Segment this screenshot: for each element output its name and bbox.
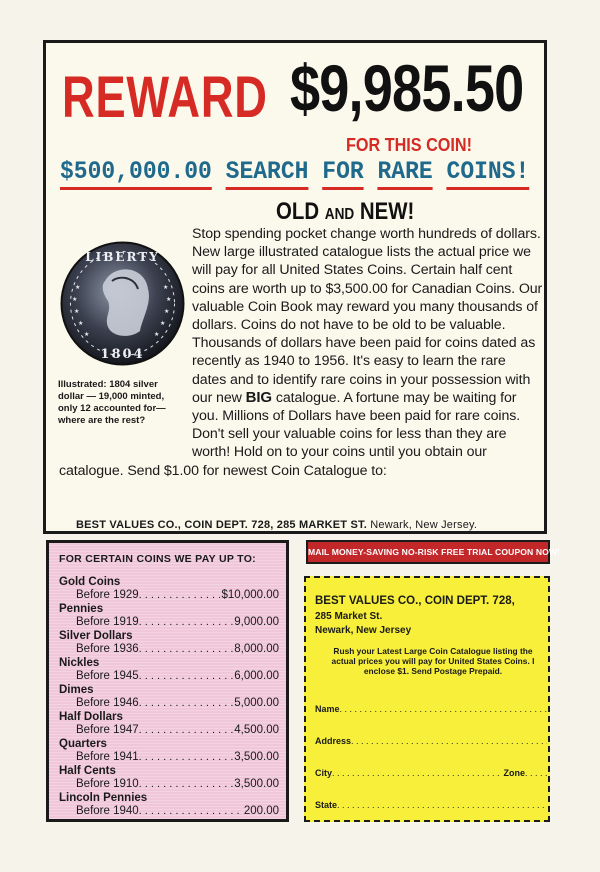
price-amount: 200.00	[243, 805, 279, 817]
search-word: RARE	[378, 157, 433, 190]
price-amount: 6,000.00	[234, 670, 279, 682]
coin-category: Dimes	[59, 684, 94, 696]
search-word: $500,000.00	[60, 157, 212, 190]
svg-text:★: ★	[154, 331, 160, 338]
coin-category: Half Dollars	[59, 711, 123, 723]
coin-category: Nickles	[59, 657, 100, 669]
order-coupon[interactable]	[304, 576, 550, 822]
price-row	[59, 684, 279, 711]
coupon-street: 285 Market St.	[315, 611, 383, 622]
coin-year-text: 1804	[100, 347, 145, 362]
coin-category: Lincoln Pennies	[59, 792, 148, 804]
price-row	[59, 576, 279, 603]
date-label: Before 1946	[76, 697, 139, 709]
price-row	[59, 765, 279, 792]
reward-headline: REWARD	[62, 65, 268, 130]
svg-text:★: ★	[78, 320, 84, 327]
price-amount: 3,500.00	[234, 751, 279, 763]
date-label: Before 1941	[76, 751, 139, 763]
silver-dollar-coin-image	[60, 241, 185, 366]
date-label: Before 1910	[76, 778, 139, 790]
ad-body-text: Stop spending pocket change worth hundreds of dollars. New large illustrated catalogue lists the actual price we will pay for all United States Coins. Certain half cent coins are worth up to $3,500.00 for Canadian Coins. Our valuable Coin Book may reward you many thousands of dollars. Coins do not have to be old to be valuable. Thousands of dollars have been paid for coins dated as recently as 1940 to 1956. It's easy to learn the rare dates and to identify rare coins in your possession with our new BIG catalogue. A fortune may be waiting for you. Millions of Dollars have been paid for rare coins. Don't sell your valuable coins for less than they are worth! Hold on to your coins until you obtain our catalogue. Send $1.00 for newest Coin Catalogue to:	[59, 226, 543, 479]
date-label: Before 1945	[76, 670, 139, 682]
search-word: SEARCH	[226, 157, 309, 190]
date-label: Before 1940	[76, 805, 139, 817]
svg-text:★: ★	[160, 320, 166, 327]
price-row	[59, 657, 279, 684]
big-word: BIG	[245, 388, 272, 406]
svg-text:★: ★	[72, 296, 78, 303]
svg-text:★: ★	[74, 308, 80, 315]
address-field[interactable]: Address . . .	[315, 736, 547, 746]
price-amount: 3,500.00	[234, 778, 279, 790]
coin-caption: Illustrated: 1804 silver dollar — 19,000 minted, only 12 accounted for— where are the rest?	[58, 379, 166, 426]
coin-category: Quarters	[59, 738, 107, 750]
old-and-new-heading: OLD AND NEW!	[276, 198, 415, 225]
price-row	[59, 738, 279, 765]
for-this-coin-text: FOR THIS COIN!	[346, 135, 472, 155]
price-row	[59, 603, 279, 630]
search-word: FOR	[322, 157, 363, 190]
svg-text:★: ★	[84, 331, 90, 338]
name-field[interactable]: Name . . .	[315, 704, 547, 714]
coupon-banner: MAIL MONEY-SAVING NO-RISK FREE TRIAL COUPON NOW!	[306, 540, 550, 564]
coin-liberty-text: LIBERTY	[85, 250, 160, 264]
price-amount: 8,000.00	[234, 643, 279, 655]
date-label: Before 1947	[76, 724, 139, 736]
zone-label: Zone	[503, 768, 525, 778]
svg-text:★: ★	[164, 308, 170, 315]
coupon-city: Newark, New Jersey	[315, 625, 412, 636]
price-table-title: FOR CERTAIN COINS WE PAY UP TO:	[59, 553, 256, 565]
date-label: Before 1919	[76, 616, 139, 628]
coupon-company: BEST VALUES CO., COIN DEPT. 728,	[315, 595, 515, 607]
search-headline	[60, 157, 529, 186]
date-label: Before 1936	[76, 643, 139, 655]
price-amount: 5,000.00	[234, 697, 279, 709]
price-amount: 4,500.00	[234, 724, 279, 736]
price-amount: 9,000.00	[234, 616, 279, 628]
price-row	[59, 711, 279, 738]
price-table-rows	[59, 576, 279, 819]
coupon-body-text: Rush your Latest Large Coin Catalogue listing the actual prices you will pay for United States Coins. I enclose $1. Send Postage Prepaid.	[331, 646, 535, 676]
svg-text:★: ★	[75, 284, 81, 291]
date-label: Before 1929	[76, 589, 139, 601]
svg-text:★: ★	[166, 296, 172, 303]
coin-category: Silver Dollars	[59, 630, 133, 642]
coin-category: Pennies	[59, 603, 104, 615]
reward-ad-box	[43, 40, 547, 534]
price-amount: $10,000.00	[221, 589, 279, 601]
coin-category: Gold Coins	[59, 576, 121, 588]
search-word: COINS!	[447, 157, 530, 190]
city-zone-field[interactable]: City . . . Zone . . .	[315, 768, 547, 778]
price-table-box	[46, 540, 289, 822]
svg-text:★: ★	[163, 284, 169, 291]
coin-category: Half Cents	[59, 765, 116, 777]
price-row	[59, 792, 279, 819]
company-address: BEST VALUES CO., COIN DEPT. 728, 285 MARKET ST. Newark, New Jersey.	[76, 519, 478, 531]
reward-price: $9,985.50	[290, 51, 524, 125]
state-field[interactable]: State . . .	[315, 800, 547, 810]
price-row	[59, 630, 279, 657]
